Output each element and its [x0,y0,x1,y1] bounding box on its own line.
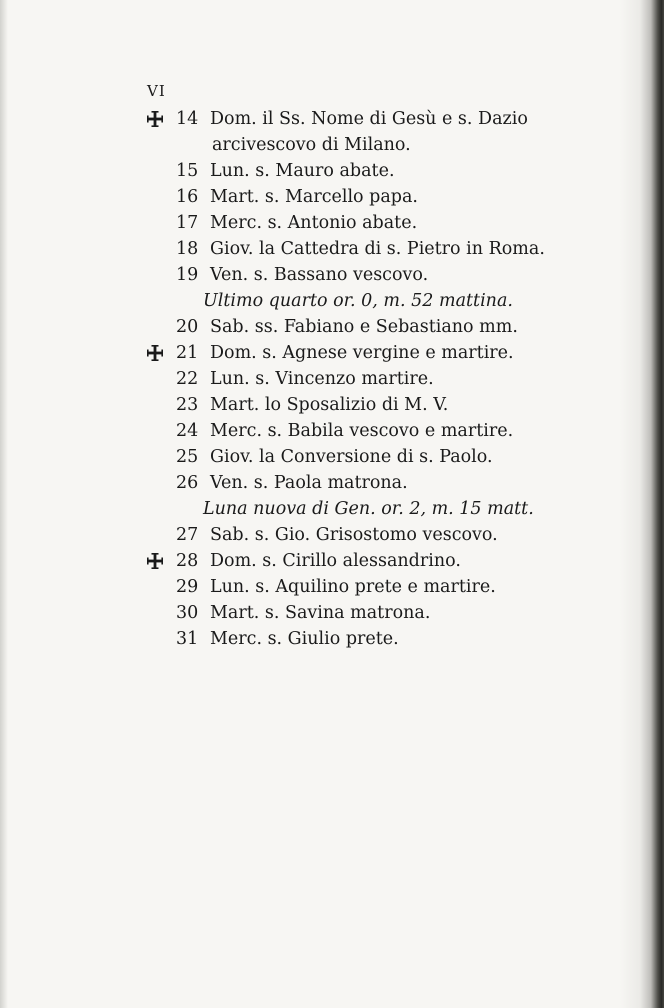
moon-phase-note [0,496,664,522]
day-text: Lun. s. Mauro abate. [210,161,395,181]
calendar-day-line [0,470,664,496]
sunday-cross-icon [146,344,164,362]
day-text: Dom. il Ss. Nome di Gesù e s. Dazio [210,109,528,129]
day-number: 25 [176,447,199,467]
day-number: 16 [176,187,199,207]
sunday-cross-icon [146,552,164,570]
day-number: 22 [176,369,199,389]
day-text: Merc. s. Antonio abate. [210,213,418,233]
day-number: 17 [176,213,199,233]
day-text: Dom. s. Agnese vergine e martire. [210,343,514,363]
day-number: 27 [176,525,199,545]
calendar-day-line [0,600,664,626]
calendar-entries [0,106,664,652]
day-number: 15 [176,161,199,181]
calendar-day-line [0,418,664,444]
day-number: 20 [176,317,199,337]
calendar-day-line [0,626,664,652]
calendar-continuation-line [0,132,664,158]
day-text: Giov. la Conversione di s. Paolo. [210,447,493,467]
calendar-day-line [0,158,664,184]
day-text: Mart. lo Sposalizio di M. V. [210,395,449,415]
day-number: 26 [176,473,199,493]
day-number: 28 [176,551,199,571]
calendar-day-line [0,184,664,210]
moon-phase-text: Ultimo quarto or. 0, m. 52 mattina. [203,291,513,311]
day-text: Sab. ss. Fabiano e Sebastiano mm. [210,317,518,337]
day-text: Sab. s. Gio. Grisostomo vescovo. [210,525,498,545]
day-number: 31 [176,629,199,649]
moon-phase-text: Luna nuova di Gen. or. 2, m. 15 matt. [203,499,534,519]
moon-phase-note [0,288,664,314]
page-number: VI [147,82,166,100]
day-number: 18 [176,239,199,259]
day-text: Merc. s. Giulio prete. [210,629,399,649]
day-text: Dom. s. Cirillo alessandrino. [210,551,461,571]
day-number: 30 [176,603,199,623]
day-text: Ven. s. Bassano vescovo. [210,265,429,285]
day-text: Merc. s. Babila vescovo e martire. [210,421,514,441]
calendar-day-line [0,548,664,574]
calendar-day-line [0,392,664,418]
day-number: 14 [176,109,199,129]
calendar-day-line [0,236,664,262]
day-number: 23 [176,395,199,415]
day-number: 19 [176,265,199,285]
day-text: Mart. s. Savina matrona. [210,603,431,623]
calendar-day-line [0,340,664,366]
day-number: 24 [176,421,199,441]
day-number: 29 [176,577,199,597]
continuation-text: arcivescovo di Milano. [212,135,411,155]
sunday-cross-icon [146,110,164,128]
day-text: Mart. s. Marcello papa. [210,187,418,207]
calendar-day-line [0,106,664,132]
calendar-day-line [0,314,664,340]
day-text: Lun. s. Aquilino prete e martire. [210,577,496,597]
day-number: 21 [176,343,199,363]
calendar-day-line [0,366,664,392]
calendar-day-line [0,262,664,288]
calendar-day-line [0,210,664,236]
day-text: Lun. s. Vincenzo martire. [210,369,434,389]
calendar-day-line [0,574,664,600]
calendar-day-line [0,522,664,548]
calendar-day-line [0,444,664,470]
day-text: Giov. la Cattedra di s. Pietro in Roma. [210,239,545,259]
day-text: Ven. s. Paola matrona. [210,473,408,493]
